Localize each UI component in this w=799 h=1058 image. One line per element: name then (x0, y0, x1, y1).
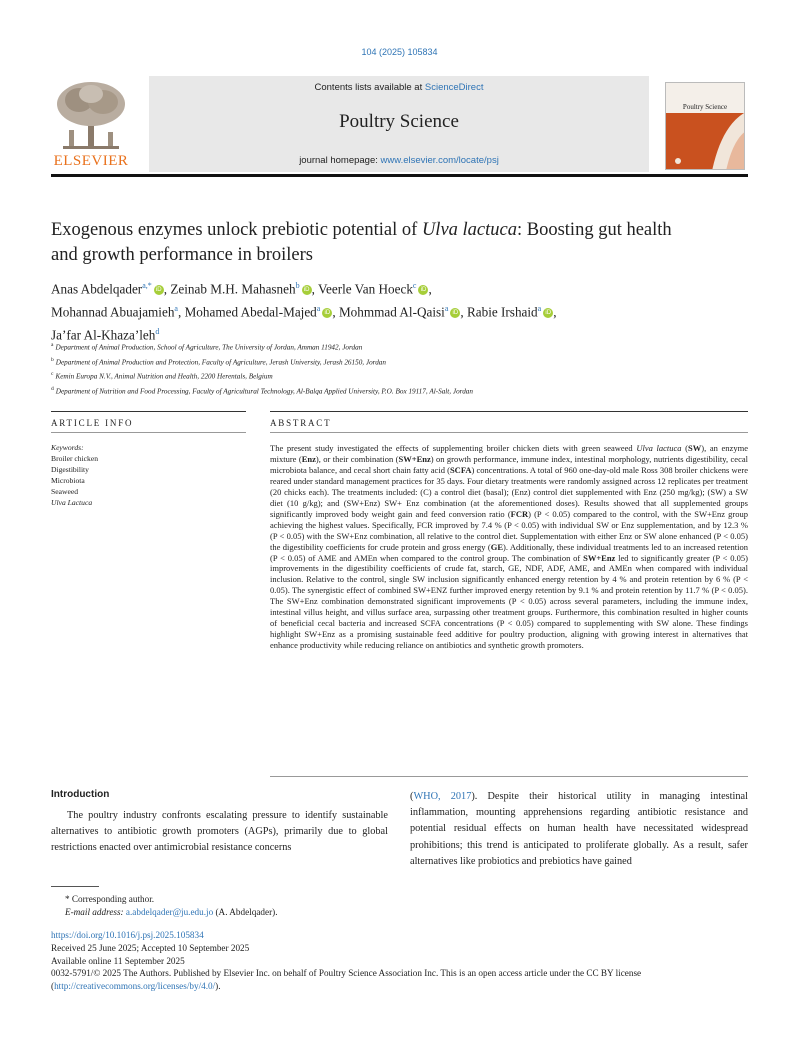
affiliation-item (51, 383, 751, 398)
author-name[interactable]: Mohamed Abedal-Majed (184, 304, 317, 320)
affiliation-key: a (51, 342, 54, 348)
author-name[interactable]: Anas Abdelqader (51, 281, 143, 297)
cover-title: Poultry Science (682, 103, 728, 111)
email-link[interactable]: a.abdelqader@ju.edu.jo (125, 907, 214, 917)
title-italic: Ulva lactuca (421, 220, 517, 240)
author-affiliation-marker[interactable]: a (174, 303, 178, 313)
affiliation-item (51, 368, 751, 383)
footnotes (51, 893, 751, 919)
author-name[interactable]: Mohmmad Al-Qaisi (338, 304, 445, 320)
elsevier-logo[interactable] (51, 80, 131, 170)
author-affiliation-marker[interactable]: c (412, 281, 417, 290)
orcid-icon[interactable]: iD (322, 308, 332, 318)
abstract-text: The present study investigated the effects of supplementing broiler chicken diets with green seaweed Ulva lactuca (SW), an enzyme mixture (Enz), or their combination (SW+Enz) on growth performance, immune index, intestinal morphology, nutrients digestibility, cecal microbiota balance, and cecal short chain fatty acid (SCFA) concentrations. A total of 960 one-day-old male Ross 308 broiler chickens were reared under standard management practices for 35 days. Four dietary treatments were randomly assigned across 12 replicates per treatment (20 chicks each). The treatments included: (C) a control diet (basal); (Enz) control diet supplemented with Enz (250 mg/kg); (SW) a SW diet (10 g/kg); and (SW+Enz) SW+ Enz combination (at the aforementioned doses). Results showed that all supplemented groups significantly improved body weight gain and feed conversion ratio (FCR) (P < 0.05) compared to the control, with the SW+Enz group achieving the highest values. Specifically, FCR improved by 7.4 % (P < 0.05) with individual SW or Enz supplementation, and by 12.3 % (P < 0.05) with the SW+Enz combination, all relative to the control diet. Supplementation with either Enz or SW alone enhanced (P < 0.05) the digestibility coefficients for crude protein and gross energy (GE). Additionally, these individual treatments led to an increased retention (P < 0.05) of AME and AMEn when compared to the control group. The combination of SW+Enz led to significantly greater (P < 0.05) improvements in the digestibility coefficients of crude fat, starch, GE, NDF, ADF, AME, and AMEn when compared with individual inclusion. Relative to the control, single SW inclusion significantly enhanced energy retention by 4 % and protein retention by 6 % (P < 0.05). The synergistic effect of combined SW+ENZ further improved energy retention by 9.1 % and protein retention by 11.7 % (P < 0.05). The SW+Enz combination demonstrated significant improvements (P < 0.05) across several parameters, including the immune index, intestinal villus height, and villus surface area, surpassing other treatment groups. Furthermore, this combination resulted in higher counts of beneficial cecal bacteria and increased SCFA concentrations (P < 0.05) compared to supplementing with SW alone. These findings highlight SW+Enz as a promising sustainable feed additive for poultry production, aligning with growing interest in alternatives that enhance productivity while reducing reliance on antibiotics and synthetic growth promoters. (270, 443, 748, 651)
tree-icon (51, 80, 131, 152)
article-info-top-rule (51, 411, 246, 412)
abstract-top-rule (270, 411, 748, 412)
keyword-item: Digestibility (51, 464, 89, 474)
homepage-link[interactable]: www.elsevier.com/locate/psj (380, 155, 499, 166)
available-online: Available online 11 September 2025 (51, 955, 185, 966)
affiliation-text: Department of Animal Production, School of Agriculture, The University of Jordan, Amman 11942, Jordan (55, 343, 363, 352)
header-center-panel (149, 76, 649, 172)
license-link[interactable]: http://creativecommons.org/licenses/by/4.0/ (54, 980, 216, 991)
affiliations (51, 339, 751, 397)
orcid-icon[interactable]: iD (302, 285, 312, 295)
orcid-icon[interactable]: iD (154, 285, 164, 295)
author-affiliation-marker[interactable]: a (316, 303, 321, 313)
introduction-right-column: (WHO, 2017). Despite their historical utility in managing intestinal inflammation, mounting apprehensions regarding antibiotic resistance and potential residual effects on human health have necessitated widespread prohibitions; this trend is anticipated to proliferate globally. As a result, safer alternatives like probiotics and prebiotics have gained (410, 791, 748, 867)
homepage-line (149, 155, 649, 166)
journal-header (51, 76, 748, 176)
journal-cover-thumbnail[interactable] (665, 82, 745, 170)
article-info-rule (51, 432, 246, 433)
affiliation-item (51, 354, 751, 369)
contents-line (149, 82, 649, 93)
author-affiliation-marker[interactable]: d (155, 326, 160, 336)
abstract-bottom-rule (270, 776, 748, 777)
affiliation-text: Department of Nutrition and Food Processing, Faculty of Agricultural Technology, Al-Balqa Applied University, P.O. Box 19117, Al-Salt, Jordan (55, 387, 473, 396)
contents-prefix: Contents lists available at (314, 82, 425, 93)
affiliation-text: Kemin Europa N.V., Animal Nutrition and Health, 2200 Herentals, Belgium (55, 372, 273, 381)
journal-reference[interactable]: 104 (2025) 105834 (361, 47, 438, 57)
author-name[interactable]: Zeinab M.H. Mahasneh (170, 281, 296, 297)
homepage-prefix: journal homepage: (299, 155, 381, 166)
keyword-item: Microbiota (51, 475, 85, 485)
keywords-block (51, 443, 246, 508)
orcid-icon[interactable]: iD (450, 308, 460, 318)
abstract-heading: ABSTRACT (270, 418, 332, 428)
introduction-heading: Introduction (51, 789, 110, 800)
author-list: Anas Abdelqader$^{a,*}$iD , Zeinab M.H. Mahasneh$^b$iD , Veerle Van Hoeck$^c$iD , Mohannad Abuajamieh$^a$, Mohamed Abedal-Majed$^a$iD , Mohmmad Al-Qaisi$^a$iD , Rabie Irshaid$^a$iD , Ja’far Al-Khaza’leh$^d$ (51, 281, 557, 343)
affiliation-key: d (51, 385, 54, 392)
author-affiliation-marker[interactable]: b (295, 281, 300, 290)
introduction-left-column: The poultry industry confronts escalating pressure to identify sustainable alternatives to antibiotic growth promoters (AGPs), primarily due to global restrictions enacted over antimicrobial resistance concerns (51, 810, 388, 854)
author-name[interactable]: Rabie Irshaid (466, 304, 538, 320)
footnote-rule (51, 886, 99, 887)
corresponding-author-note: * Corresponding author. (65, 894, 155, 904)
keyword-item: Ulva Lactuca (51, 497, 93, 507)
article-title (51, 218, 691, 268)
keyword-item: Broiler chicken (51, 453, 99, 463)
author-affiliation-marker[interactable]: a (444, 303, 449, 313)
author-name[interactable]: Mohannad Abuajamieh (51, 304, 175, 320)
publication-info (51, 929, 751, 967)
citation-link[interactable]: WHO, 2017 (413, 791, 472, 802)
orcid-icon[interactable]: iD (418, 285, 428, 295)
header-rule (51, 174, 748, 177)
affiliation-text: Department of Animal Production and Protection, Faculty of Agriculture, Jerash University, Jerash 26150, Jordan (55, 357, 386, 366)
author-affiliation-marker[interactable]: a,* (142, 281, 152, 290)
author-name[interactable]: Ja’far Al-Khaza’leh (51, 327, 156, 343)
orcid-icon[interactable]: iD (543, 308, 553, 318)
keyword-item: Seaweed (51, 486, 78, 496)
doi-link[interactable]: https://doi.org/10.1016/j.psj.2025.105834 (51, 930, 204, 940)
author-name[interactable]: Veerle Van Hoeck (317, 281, 413, 297)
affiliation-key: c (51, 371, 54, 378)
cover-swoosh-icon (666, 83, 745, 170)
affiliation-key: b (51, 356, 54, 363)
received-accepted: Received 25 June 2025; Accepted 10 September 2025 (51, 942, 250, 953)
article-info-heading: ARTICLE INFO (51, 418, 134, 428)
title-part-2: : Boosting gut health and growth performance in broilers (51, 220, 672, 265)
sciencedirect-link[interactable]: ScienceDirect (424, 82, 484, 93)
email-note: E-mail address: a.abdelqader@ju.edu.jo (A. Abdelqader). (65, 907, 278, 917)
keywords-label: Keywords: (51, 443, 84, 452)
title-part-1: Exogenous enzymes unlock prebiotic potential of (51, 220, 422, 240)
affiliation-item (51, 339, 751, 354)
elsevier-wordmark: ELSEVIER (53, 153, 129, 169)
abstract-rule (270, 432, 748, 433)
journal-name: Poultry Science (339, 111, 459, 132)
copyright-notice: 0032-5791/© 2025 The Authors. Published by Elsevier Inc. on behalf of Poultry Science Association Inc. This is an open access article under the CC BY license (http://creativecommons.org/licenses/by/4.0/). (51, 968, 642, 991)
author-affiliation-marker[interactable]: a (537, 303, 542, 313)
